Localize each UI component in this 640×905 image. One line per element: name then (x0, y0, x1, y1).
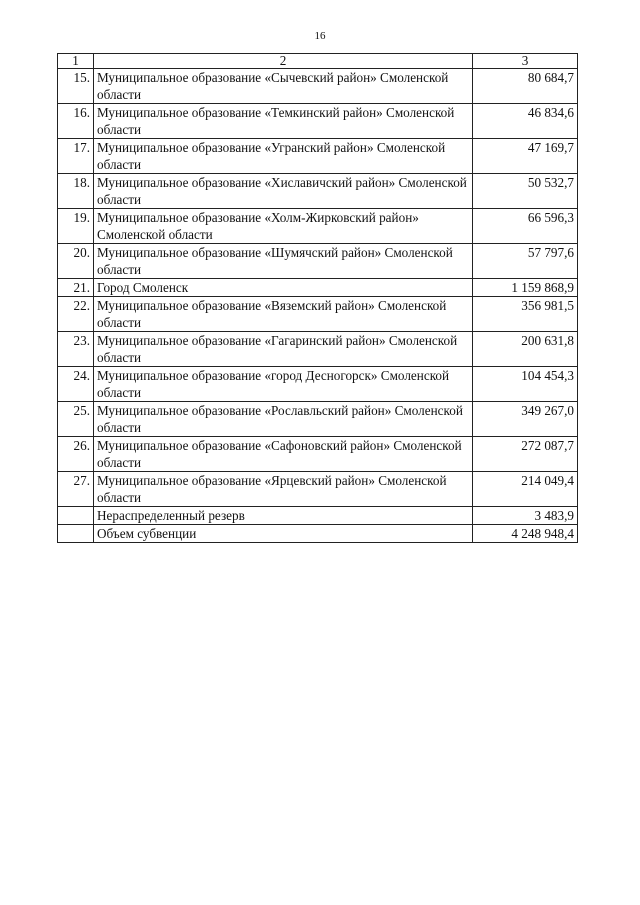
table-row (58, 437, 578, 472)
table-header-row (58, 54, 578, 69)
row-number: 17. (58, 139, 94, 174)
page-number: 16 (314, 30, 326, 42)
row-name: Муниципальное образование «Рославльский район» Смоленской области (94, 402, 473, 437)
table-row (58, 525, 578, 543)
table-row (58, 332, 578, 367)
row-value: 356 981,5 (473, 297, 578, 332)
row-name: Муниципальное образование «Сафоновский район» Смоленской области (94, 437, 473, 472)
row-number: 23. (58, 332, 94, 367)
row-number: 21. (58, 279, 94, 297)
row-name: Муниципальное образование «город Десногорск» Смоленской области (94, 367, 473, 402)
row-value: 46 834,6 (473, 104, 578, 139)
table-row (58, 367, 578, 402)
column-header-1: 1 (58, 54, 94, 69)
row-value: 349 267,0 (473, 402, 578, 437)
row-number: 26. (58, 437, 94, 472)
row-number: 18. (58, 174, 94, 209)
row-name: Муниципальное образование «Холм-Жирковский район» Смоленской области (94, 209, 473, 244)
table-row (58, 69, 578, 104)
row-value: 4 248 948,4 (473, 525, 578, 543)
row-name: Муниципальное образование «Хиславичский район» Смоленской области (94, 174, 473, 209)
row-name: Муниципальное образование «Шумячский район» Смоленской области (94, 244, 473, 279)
row-value: 50 532,7 (473, 174, 578, 209)
row-number: 27. (58, 472, 94, 507)
subvention-table (57, 53, 578, 543)
row-name: Муниципальное образование «Темкинский район» Смоленской области (94, 104, 473, 139)
row-value: 57 797,6 (473, 244, 578, 279)
row-value: 66 596,3 (473, 209, 578, 244)
row-value: 272 087,7 (473, 437, 578, 472)
table-row (58, 297, 578, 332)
table-row (58, 174, 578, 209)
row-number: 22. (58, 297, 94, 332)
table-row (58, 507, 578, 525)
row-value: 80 684,7 (473, 69, 578, 104)
row-name: Нераспределенный резерв (94, 507, 473, 525)
table-row (58, 402, 578, 437)
table-row (58, 104, 578, 139)
row-number: 16. (58, 104, 94, 139)
row-number (58, 525, 94, 543)
row-value: 200 631,8 (473, 332, 578, 367)
row-name: Муниципальное образование «Гагаринский район» Смоленской области (94, 332, 473, 367)
row-number: 25. (58, 402, 94, 437)
row-name: Муниципальное образование «Угранский район» Смоленской области (94, 139, 473, 174)
table-row (58, 139, 578, 174)
row-value: 47 169,7 (473, 139, 578, 174)
row-number (58, 507, 94, 525)
row-value: 3 483,9 (473, 507, 578, 525)
table-row (58, 244, 578, 279)
row-number: 20. (58, 244, 94, 279)
column-header-3: 3 (473, 54, 578, 69)
row-value: 1 159 868,9 (473, 279, 578, 297)
table-row (58, 279, 578, 297)
row-number: 15. (58, 69, 94, 104)
row-name: Город Смоленск (94, 279, 473, 297)
row-name: Муниципальное образование «Сычевский район» Смоленской области (94, 69, 473, 104)
row-value: 214 049,4 (473, 472, 578, 507)
row-number: 19. (58, 209, 94, 244)
row-name: Муниципальное образование «Ярцевский район» Смоленской области (94, 472, 473, 507)
row-number: 24. (58, 367, 94, 402)
table-row (58, 472, 578, 507)
column-header-2: 2 (94, 54, 473, 69)
row-value: 104 454,3 (473, 367, 578, 402)
row-name: Объем субвенции (94, 525, 473, 543)
table-row (58, 209, 578, 244)
row-name: Муниципальное образование «Вяземский район» Смоленской области (94, 297, 473, 332)
